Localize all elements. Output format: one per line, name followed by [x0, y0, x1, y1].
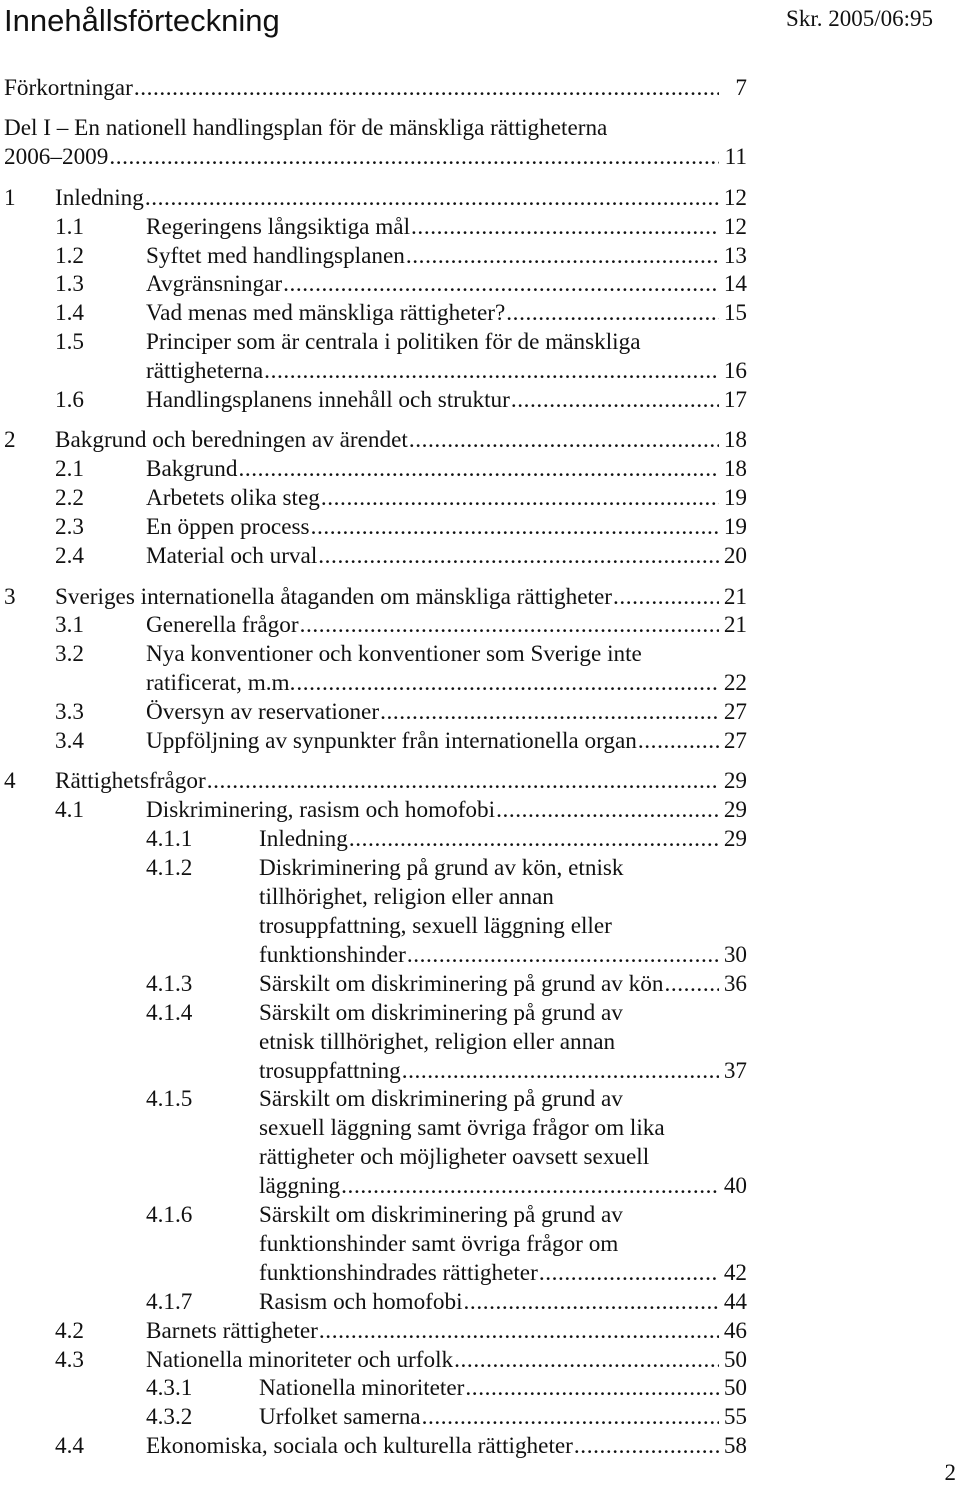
- dot-leader: [296, 669, 719, 698]
- toc-entry[interactable]: [0, 242, 747, 271]
- toc-entry-title: Särskilt om diskriminering på grund av: [259, 1086, 623, 1113]
- toc-entry-number: 1.1: [55, 213, 84, 240]
- toc-entry[interactable]: [0, 213, 747, 242]
- toc-entry-page: 15: [723, 300, 747, 327]
- toc-entry-title: funktionshinder: [259, 941, 406, 968]
- dot-leader: [238, 455, 719, 484]
- page-number: 2: [944, 1460, 956, 1485]
- toc-entry-page: 12: [723, 184, 747, 211]
- toc-entry-number: 1.4: [55, 300, 84, 327]
- dot-leader: [638, 727, 719, 756]
- toc-entry[interactable]: [0, 455, 747, 484]
- dot-leader: [207, 767, 719, 796]
- dot-leader: [409, 426, 719, 455]
- toc-entry[interactable]: [0, 74, 747, 103]
- toc-entry[interactable]: [0, 299, 747, 328]
- toc-entry-title: Särskilt om diskriminering på grund av: [259, 999, 623, 1026]
- toc-entry[interactable]: [0, 640, 747, 698]
- toc-entry-page: 44: [723, 1288, 747, 1315]
- dot-leader: [319, 1317, 719, 1346]
- toc-entry-number: 4.1.6: [146, 1202, 193, 1229]
- toc-entry-number: 4.1: [55, 797, 84, 824]
- toc-entry-number: 3.2: [55, 641, 84, 668]
- toc-entry-title: Inledning: [259, 826, 348, 853]
- toc-entry-title: Arbetets olika steg: [146, 485, 320, 512]
- toc-entry-title: Principer som är centrala i politiken för de mänskliga: [146, 329, 641, 356]
- toc-entry-title: Vad menas med mänskliga rättigheter?: [146, 300, 506, 327]
- toc-entry-title: Särskilt om diskriminering på grund av: [259, 1202, 623, 1229]
- dot-leader: [321, 484, 719, 513]
- toc-entry-number: 4.1.1: [146, 826, 193, 853]
- toc-entry-title: Regeringens långsiktiga mål: [146, 213, 411, 240]
- toc-entry-page: 58: [723, 1433, 747, 1460]
- dot-leader: [145, 184, 719, 213]
- toc-entry-title: rättigheter och möjligheter oavsett sexuell: [259, 1144, 650, 1171]
- toc-entry-page: 20: [723, 543, 747, 570]
- toc-entry-page: 55: [723, 1404, 747, 1431]
- toc-entry[interactable]: [0, 583, 747, 612]
- toc-entry-number: 2.4: [55, 543, 84, 570]
- toc-entry-title: Inledning: [55, 184, 144, 211]
- toc-entry[interactable]: [0, 184, 747, 213]
- toc-entry-number: 3: [4, 583, 16, 610]
- toc-entry-number: 1.2: [55, 242, 84, 269]
- toc-entry-number: 4.3.1: [146, 1375, 193, 1402]
- toc-entry[interactable]: [0, 970, 747, 999]
- toc-entry-page: 11: [724, 144, 747, 171]
- toc-entry-title: Sveriges internationella åtaganden om mänskliga rättigheter: [55, 583, 612, 610]
- toc-entry-number: 4.1.3: [146, 970, 193, 997]
- toc-entry-title: Uppföljning av synpunkter från internationella organ: [146, 728, 637, 755]
- dot-leader: [283, 270, 719, 299]
- toc-entry-page: 29: [723, 768, 747, 795]
- toc-entry[interactable]: [0, 825, 747, 854]
- toc-entry[interactable]: [0, 484, 747, 513]
- toc-entry-number: 4.1.4: [146, 999, 193, 1026]
- toc-entry-title: sexuell läggning samt övriga frågor om lika: [259, 1115, 665, 1142]
- toc-entry-page: 30: [723, 941, 747, 968]
- document-reference: Skr. 2005/06:95: [786, 6, 933, 31]
- toc-entry-number: 3.4: [55, 728, 84, 755]
- toc-entry-number: 2.1: [55, 456, 84, 483]
- toc-entry-page: 18: [723, 456, 747, 483]
- toc-entry-page: 19: [723, 485, 747, 512]
- toc-entry-title: Barnets rättigheter: [146, 1317, 318, 1344]
- toc-entry-title: Diskriminering, rasism och homofobi: [146, 797, 496, 824]
- toc-entry-number: 1.6: [55, 387, 84, 414]
- toc-entry-page: 12: [723, 213, 747, 240]
- toc-entry-title: Särskilt om diskriminering på grund av kön: [259, 970, 664, 997]
- toc-entry-page: 21: [723, 612, 747, 639]
- toc-entry[interactable]: [0, 1201, 747, 1288]
- table-of-contents: [0, 74, 747, 1461]
- toc-entry-title: Bakgrund: [146, 456, 238, 483]
- toc-entry-number: 4.1.7: [146, 1288, 193, 1315]
- toc-entry[interactable]: [0, 114, 747, 172]
- toc-entry-page: 18: [723, 427, 747, 454]
- dot-leader: [574, 1432, 719, 1461]
- toc-entry-title: Nationella minoriteter och urfolk: [146, 1346, 454, 1373]
- toc-entry-page: 50: [723, 1375, 747, 1402]
- dot-leader: [380, 698, 719, 727]
- toc-entry[interactable]: [0, 1085, 747, 1201]
- toc-entry[interactable]: [0, 698, 747, 727]
- toc-entry-title: läggning: [259, 1173, 341, 1200]
- toc-entry[interactable]: [0, 1403, 747, 1432]
- dot-leader: [134, 74, 719, 103]
- toc-entry-number: 4.4: [55, 1433, 84, 1460]
- toc-entry-page: 40: [723, 1173, 747, 1200]
- toc-entry-title: Översyn av reservationer: [146, 699, 380, 726]
- toc-entry-title: etnisk tillhörighet, religion eller annan: [259, 1028, 616, 1055]
- toc-entry-title: Ekonomiska, sociala och kulturella rättigheter: [146, 1433, 573, 1460]
- toc-entry-number: 4.1.2: [146, 855, 193, 882]
- toc-entry-page: 17: [723, 387, 747, 414]
- page-title: Innehållsförteckning: [4, 3, 280, 38]
- toc-entry-number: 1.3: [55, 271, 84, 298]
- toc-entry-title: ratificerat, m.m.: [146, 670, 296, 697]
- dot-leader: [109, 143, 719, 172]
- toc-entry[interactable]: [0, 386, 747, 415]
- toc-entry[interactable]: [0, 611, 747, 640]
- toc-entry-title: funktionshinder samt övriga frågor om: [259, 1230, 619, 1257]
- toc-entry[interactable]: [0, 999, 747, 1086]
- dot-leader: [402, 1057, 719, 1086]
- toc-entry-page: 50: [723, 1346, 747, 1373]
- toc-entry-title: trosuppfattning, sexuell läggning eller: [259, 912, 612, 939]
- toc-entry[interactable]: [0, 854, 747, 970]
- toc-entry-number: 2.3: [55, 514, 84, 541]
- toc-entry-title: Diskriminering på grund av kön, etnisk: [259, 855, 624, 882]
- toc-entry[interactable]: [0, 1288, 747, 1317]
- toc-entry-number: 2: [4, 427, 16, 454]
- toc-entry-title: Syftet med handlingsplanen: [146, 242, 405, 269]
- dot-leader: [664, 970, 719, 999]
- dot-leader: [311, 513, 719, 542]
- toc-entry-title: Urfolket samerna: [259, 1404, 421, 1431]
- toc-entry-number: 2.2: [55, 485, 84, 512]
- toc-entry-page: 16: [723, 358, 747, 385]
- toc-entry-number: 3.1: [55, 612, 84, 639]
- dot-leader: [406, 242, 719, 271]
- toc-entry[interactable]: [0, 727, 747, 756]
- toc-entry[interactable]: [0, 1346, 747, 1375]
- toc-entry[interactable]: [0, 426, 747, 455]
- toc-entry-title: Generella frågor: [146, 612, 299, 639]
- toc-entry-title: Avgränsningar: [146, 271, 283, 298]
- dot-leader: [539, 1259, 719, 1288]
- toc-entry-title: trosuppfattning: [259, 1057, 401, 1084]
- toc-entry-number: 1: [4, 184, 16, 211]
- toc-entry-page: 46: [723, 1317, 747, 1344]
- toc-entry-title: Rasism och homofobi: [259, 1288, 463, 1315]
- toc-entry-page: 29: [723, 826, 747, 853]
- toc-entry-number: 4.3.2: [146, 1404, 193, 1431]
- dot-leader: [407, 941, 719, 970]
- dot-leader: [318, 542, 719, 571]
- toc-entry-page: 29: [723, 797, 747, 824]
- dot-leader: [465, 1374, 719, 1403]
- toc-entry-page: 42: [723, 1259, 747, 1286]
- toc-entry-number: 4.2: [55, 1317, 84, 1344]
- toc-entry-page: 36: [723, 970, 747, 997]
- toc-entry-title: Material och urval: [146, 543, 318, 570]
- toc-entry-title: Rättighetsfrågor: [55, 768, 206, 795]
- toc-entry-page: 19: [723, 514, 747, 541]
- toc-entry-title: Nya konventioner och konventioner som Sverige inte: [146, 641, 642, 668]
- toc-entry[interactable]: [0, 767, 747, 796]
- dot-leader: [454, 1346, 719, 1375]
- toc-entry-title: rättigheterna: [146, 358, 264, 385]
- toc-entry-page: 37: [723, 1057, 747, 1084]
- toc-entry-page: 14: [723, 271, 747, 298]
- toc-entry-page: 13: [723, 242, 747, 269]
- toc-entry[interactable]: [0, 1432, 747, 1461]
- toc-entry[interactable]: [0, 270, 747, 299]
- toc-entry-number: 1.5: [55, 329, 84, 356]
- toc-entry-title: funktionshindrades rättigheter: [259, 1259, 538, 1286]
- toc-entry-title: Bakgrund och beredningen av ärendet: [55, 427, 408, 454]
- toc-entry-title: 2006–2009: [4, 144, 109, 171]
- dot-leader: [422, 1403, 719, 1432]
- toc-entry-title: Handlingsplanens innehåll och struktur: [146, 387, 510, 414]
- toc-entry-title: Förkortningar: [4, 75, 133, 101]
- toc-entry-page: 21: [723, 583, 747, 610]
- toc-entry[interactable]: [0, 1374, 747, 1403]
- toc-entry-page: 27: [723, 699, 747, 726]
- toc-entry[interactable]: [0, 328, 747, 386]
- toc-entry-title: Del I – En nationell handlingsplan för de mänskliga rättigheterna: [4, 115, 608, 142]
- toc-entry-title: Nationella minoriteter: [259, 1375, 465, 1402]
- toc-entry[interactable]: [0, 513, 747, 542]
- toc-entry[interactable]: [0, 796, 747, 825]
- toc-entry[interactable]: [0, 542, 747, 571]
- toc-entry-number: 4: [4, 768, 16, 795]
- dot-leader: [613, 583, 719, 612]
- toc-entry-title: En öppen process: [146, 514, 310, 541]
- toc-entry-title: tillhörighet, religion eller annan: [259, 884, 554, 911]
- dot-leader: [341, 1172, 719, 1201]
- dot-leader: [511, 386, 719, 415]
- toc-entry-page: 27: [723, 728, 747, 755]
- dot-leader: [264, 357, 719, 386]
- dot-leader: [464, 1288, 719, 1317]
- toc-entry-page: 22: [723, 670, 747, 697]
- dot-leader: [411, 213, 719, 242]
- dot-leader: [349, 825, 719, 854]
- dot-leader: [300, 611, 719, 640]
- toc-entry-number: 3.3: [55, 699, 84, 726]
- dot-leader: [506, 299, 719, 328]
- toc-entry-number: 4.3: [55, 1346, 84, 1373]
- toc-entry-page: 7: [735, 75, 747, 101]
- toc-entry[interactable]: [0, 1317, 747, 1346]
- toc-entry-number: 4.1.5: [146, 1086, 193, 1113]
- dot-leader: [496, 796, 719, 825]
